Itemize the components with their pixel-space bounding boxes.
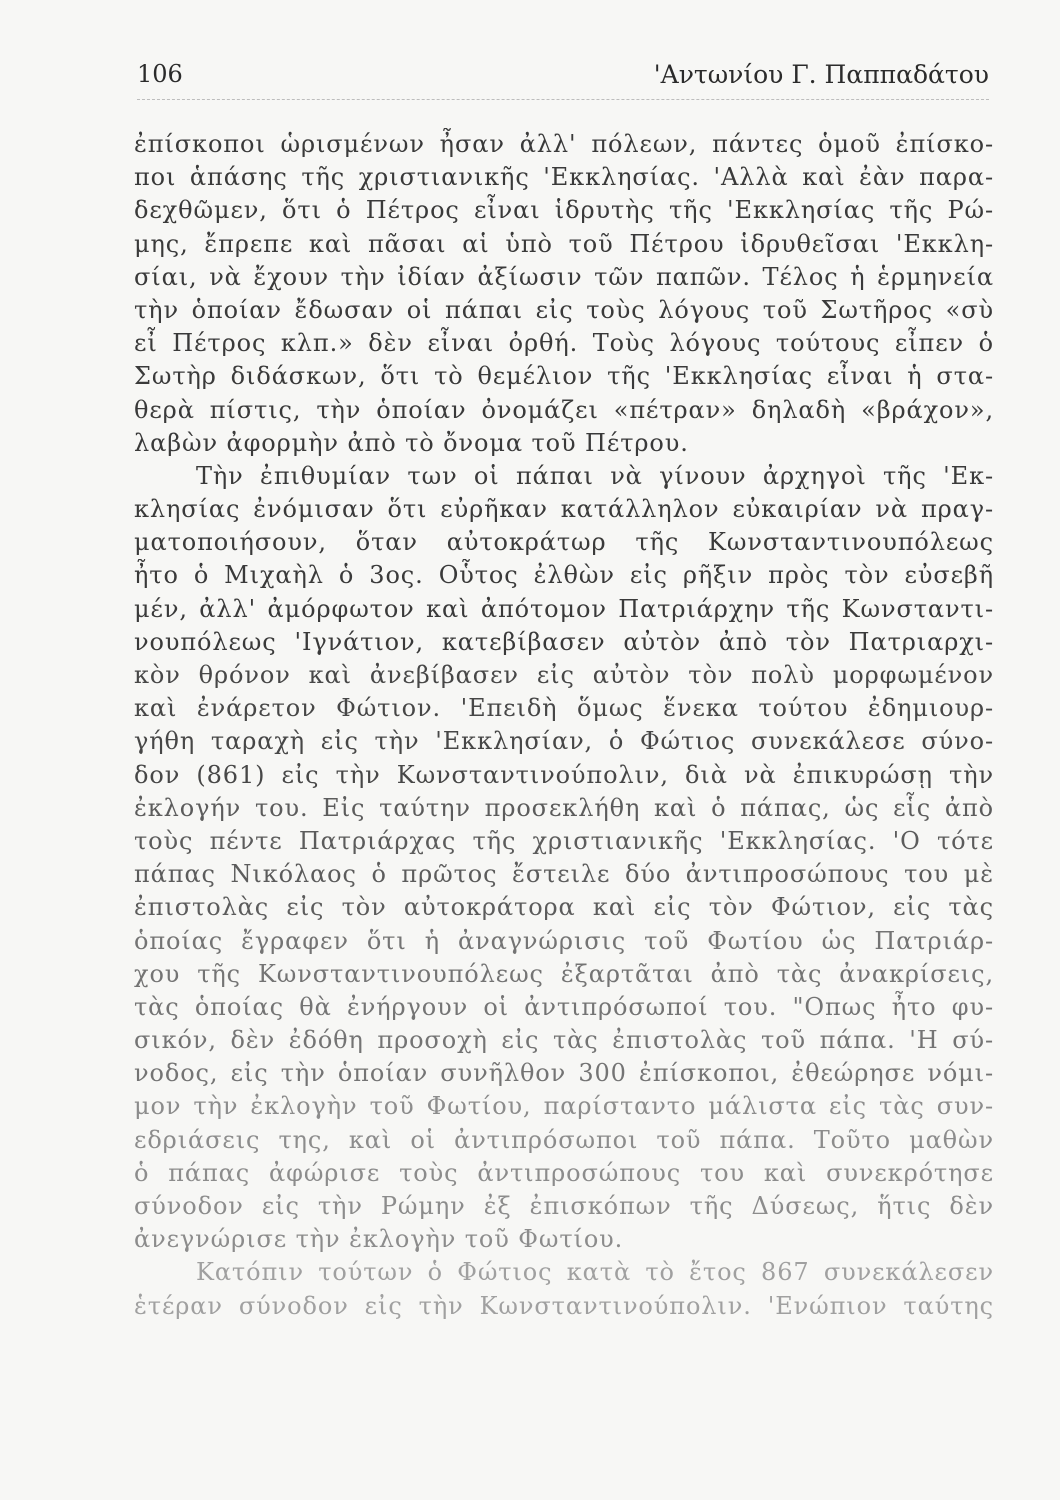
header-divider <box>137 99 989 100</box>
page-header <box>137 60 989 90</box>
text-line: ἐπίσκοποι ὡρισμένων ἦσαν ἀλλ' πόλεων, πάντες ὁμοῦ ἐπίσκο- <box>134 130 994 158</box>
text-line: ματοποιήσουν, ὅταν αὐτοκράτωρ τῆς Κωνσταντινουπόλεως <box>134 528 994 557</box>
text-line: ἦτο ὁ Μιχαὴλ ὁ 3ος. Οὗτος ἐλθὼν εἰς ρῆξιν πρὸς τὸν εὐσεβῆ <box>134 561 994 590</box>
text-line: σίαι, νὰ ἔχουν τὴν ἰδίαν ἀξίωσιν τῶν παπῶν. Τέλος ἡ ἑρμηνεία <box>134 262 994 291</box>
page-number: 106 <box>137 60 183 88</box>
text-line: Τὴν ἐπιθυμίαν των οἱ πάπαι νὰ γίνουν ἀρχηγοὶ τῆς 'Εκ- <box>196 461 994 490</box>
text-line: ὁ πάπας ἀφώρισε τοὺς ἀντιπροσώπους του καὶ συνεκρότησε <box>134 1158 994 1187</box>
text-line: νουπόλεως 'Ιγνάτιον, κατεβίβασεν αὐτὸν ἀπὸ τὸν Πατριαρχι- <box>134 627 994 656</box>
text-line: σικόν, δὲν ἐδόθη προσοχὴ εἰς τὰς ἐπιστολὰς τοῦ πάπα. 'Η σύ- <box>134 1026 994 1055</box>
text-line: λαβὼν ἀφορμὴν ἀπὸ τὸ ὄνομα τοῦ Πέτρου. <box>134 428 689 457</box>
text-line: ἐπιστολὰς εἰς τὸν αὐτοκράτορα καὶ εἰς τὸν Φώτιον, εἰς τὰς <box>134 893 994 922</box>
text-line: δον (861) εἰς τὴν Κωνσταντινούπολιν, διὰ νὰ ἐπικυρώσῃ τὴν <box>134 760 994 789</box>
text-line: νοδος, εἰς τὴν ὁποίαν συνῆλθον 300 ἐπίσκοποι, ἐθεώρησε νόμι- <box>134 1059 994 1088</box>
text-line: θερὰ πίστις, τὴν ὁποίαν ὀνομάζει «πέτραν» δηλαδὴ «βράχον», <box>134 395 994 424</box>
text-line: ἀνεγνώρισε τὴν ἐκλογὴν τοῦ Φωτίου. <box>134 1225 624 1254</box>
text-line: Σωτὴρ διδάσκων, ὅτι τὸ θεμέλιον τῆς 'Εκκλησίας εἶναι ἡ στα- <box>134 362 994 391</box>
text-line: κλησίας ἐνόμισαν ὅτι εὐρῆκαν κατάλληλον εὐκαιρίαν νὰ πραγ- <box>134 495 994 524</box>
text-line: ἐκλογήν του. Εἰς ταύτην προσεκλήθη καὶ ὁ πάπας, ὡς εἷς ἀπὸ <box>134 793 994 822</box>
text-line: κὸν θρόνον καὶ ἀνεβίβασεν εἰς αὐτὸν τὸν πολὺ μορφωμένον <box>134 661 994 689</box>
text-line: πάπας Νικόλαος ὁ πρῶτος ἔστειλε δύο ἀντιπροσώπους του μὲ <box>134 860 994 889</box>
body-text <box>134 128 994 1323</box>
text-line: ἑτέραν σύνοδον εἰς τὴν Κωνσταντινούπολιν. 'Ενώπιον ταύτης <box>134 1291 994 1320</box>
text-line: εδριάσεις της, καὶ οἱ ἀντιπρόσωποι τοῦ πάπα. Τοῦτο μαθὼν <box>134 1125 994 1154</box>
text-line: καὶ ἐνάρετον Φώτιον. 'Επειδὴ ὅμως ἕνεκα τούτου ἐδημιουρ- <box>134 694 994 723</box>
text-line: ὁποίας ἔγραφεν ὅτι ἡ ἀναγνώρισις τοῦ Φωτίου ὡς Πατριάρ- <box>134 926 994 955</box>
text-line: σύνοδον εἰς τὴν Ρώμην ἐξ ἐπισκόπων τῆς Δύσεως, ἥτις δὲν <box>134 1192 994 1220</box>
text-line: μέν, ἀλλ' ἀμόρφωτον καὶ ἀπότομον Πατριάρχην τῆς Κωνσταντι- <box>134 594 994 623</box>
text-line: γήθη ταραχὴ εἰς τὴν 'Εκκλησίαν, ὁ Φώτιος συνεκάλεσε σύνο- <box>134 727 994 756</box>
text-line: εἶ Πέτρος κλπ.» δὲν εἶναι ὀρθή. Τοὺς λόγους τούτους εἶπεν ὁ <box>134 329 994 358</box>
running-title: 'Αντωνίου Γ. Παππαδάτου <box>653 60 989 89</box>
text-line: χου τῆς Κωνσταντινουπόλεως ἐξαρτᾶται ἀπὸ τὰς ἀνακρίσεις, <box>134 959 994 988</box>
text-line: Κατόπιν τούτων ὁ Φώτιος κατὰ τὸ ἔτος 867 συνεκάλεσεν <box>196 1258 994 1287</box>
text-line: μον τὴν ἐκλογὴν τοῦ Φωτίου, παρίσταντο μάλιστα εἰς τὰς συν- <box>134 1092 994 1121</box>
text-line: τὰς ὁποίας θὰ ἐνήργουν οἱ ἀντιπρόσωποί του. "Οπως ἦτο φυ- <box>134 992 994 1021</box>
text-line: τοὺς πέντε Πατριάρχας τῆς χριστιανικῆς 'Εκκλησίας. 'Ο τότε <box>134 826 994 855</box>
text-line: μης, ἔπρεπε καὶ πᾶσαι αἱ ὑπὸ τοῦ Πέτρου ἱδρυθεῖσαι 'Εκκλη- <box>134 229 994 258</box>
text-line: δεχθῶμεν, ὅτι ὁ Πέτρος εἶναι ἱδρυτὴς τῆς 'Εκκλησίας τῆς Ρώ- <box>134 196 994 225</box>
text-line: τὴν ὁποίαν ἔδωσαν οἱ πάπαι εἰς τοὺς λόγους τοῦ Σωτῆρος «σὺ <box>134 295 994 324</box>
text-line: ποι ἁπάσης τῆς χριστιανικῆς 'Εκκλησίας. 'Αλλὰ καὶ ἐὰν παρα- <box>134 163 994 192</box>
